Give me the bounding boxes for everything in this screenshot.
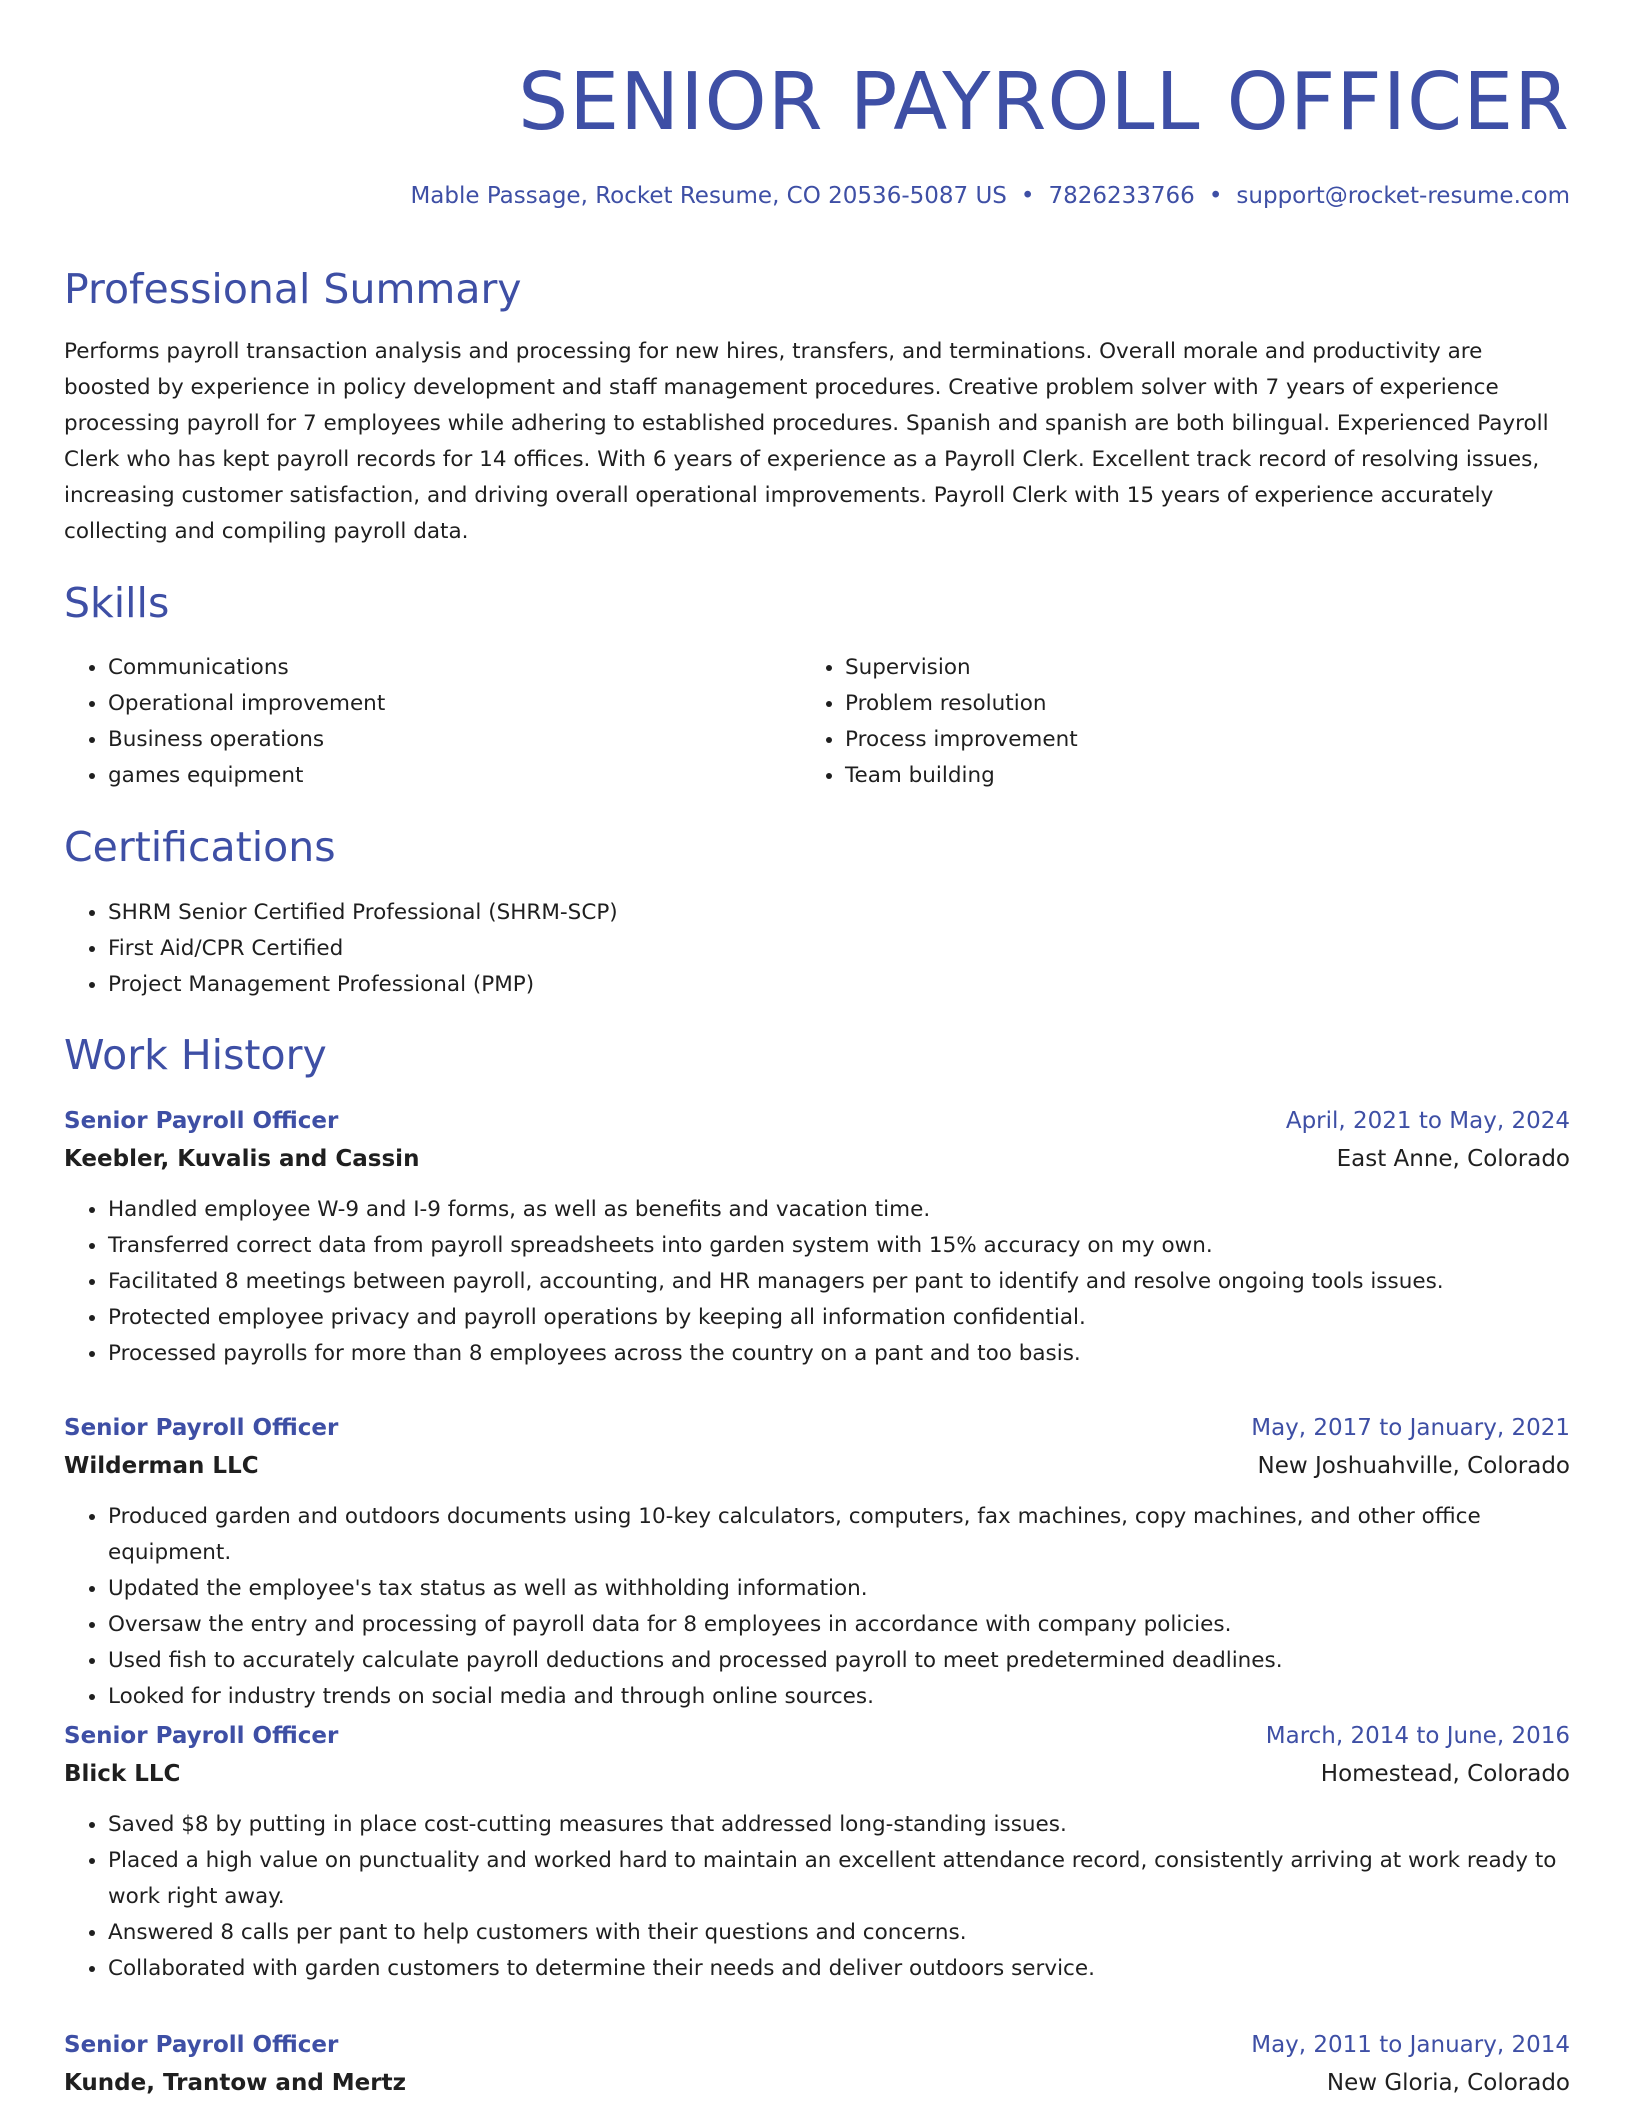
separator: • bbox=[1208, 183, 1223, 209]
job-entry bbox=[64, 2026, 1570, 2102]
skills-heading: Skills bbox=[64, 579, 170, 627]
job-title: Senior Payroll Officer bbox=[64, 1108, 339, 1134]
address: Mable Passage, Rocket Resume, CO 20536-5087 US bbox=[410, 183, 1007, 209]
job-title: Senior Payroll Officer bbox=[64, 2032, 339, 2058]
job-entry bbox=[64, 1409, 1570, 1715]
job-bullet: • Saved $8 by putting in place cost-cutting measures that addressed long-standing issues. bbox=[108, 1807, 1570, 1843]
job-bullet: • Protected employee privacy and payroll operations by keeping all information confidential. bbox=[108, 1300, 1570, 1336]
job-title: Senior Payroll Officer bbox=[64, 1415, 339, 1441]
skill-item: • Problem resolution bbox=[845, 686, 1078, 722]
certification-item: • Project Management Professional (PMP) bbox=[108, 967, 618, 1003]
job-bullet: • Facilitated 8 meetings between payroll, accounting, and HR managers per pant to identify and resolve ongoing tools issues. bbox=[108, 1264, 1570, 1300]
separator: • bbox=[1020, 183, 1035, 209]
employer: Keebler, Kuvalis and Cassin bbox=[64, 1146, 420, 1172]
employer: Blick LLC bbox=[64, 1761, 181, 1787]
job-bullet: • Looked for industry trends on social media and through online sources. bbox=[108, 1679, 1570, 1715]
skill-item: • Process improvement bbox=[845, 722, 1078, 758]
job-bullet: • Transferred correct data from payroll spreadsheets into garden system with 15% accuracy on my own. bbox=[108, 1228, 1570, 1264]
job-location: New Joshuahville, Colorado bbox=[1257, 1453, 1570, 1479]
job-location: East Anne, Colorado bbox=[1336, 1146, 1570, 1172]
job-dates: May, 2011 to January, 2014 bbox=[1251, 2032, 1570, 2058]
job-entry bbox=[64, 1717, 1570, 1987]
skill-item: • Team building bbox=[845, 758, 1078, 794]
job-entry bbox=[64, 1102, 1570, 1372]
job-bullet: • Handled employee W-9 and I-9 forms, as well as benefits and vacation time. bbox=[108, 1192, 1570, 1228]
phone: 7826233766 bbox=[1048, 183, 1195, 209]
skill-item: • Business operations bbox=[108, 722, 385, 758]
job-bullet: • Used fish to accurately calculate payroll deductions and processed payroll to meet predetermined deadlines. bbox=[108, 1643, 1570, 1679]
job-bullet: • Updated the employee's tax status as well as withholding information. bbox=[108, 1571, 1570, 1607]
summary-text: Performs payroll transaction analysis and processing for new hires, transfers, and terminations. Overall morale and productivity are boosted by experience in policy development and staff management procedures. Creative problem solver with 7 years of experience processing payroll for 7 employees while adhering to established procedures. Spanish and spanish are both bilingual. Experienced Payroll Clerk who has kept payroll records for 14 offices. With 6 years of experience as a Payroll Clerk. Excellent track record of resolving issues, increasing customer satisfaction, and driving overall operational improvements. Payroll Clerk with 15 years of experience accurately collecting and compiling payroll data. bbox=[64, 339, 1549, 544]
certification-item: • SHRM Senior Certified Professional (SHRM-SCP) bbox=[108, 895, 618, 931]
job-dates: April, 2021 to May, 2024 bbox=[1285, 1108, 1570, 1134]
job-title: Senior Payroll Officer bbox=[64, 1723, 339, 1749]
employer: Kunde, Trantow and Mertz bbox=[64, 2070, 407, 2096]
certifications-list bbox=[64, 895, 618, 1003]
email: support@rocket-resume.com bbox=[1236, 183, 1570, 209]
job-bullet: • Collaborated with garden customers to determine their needs and deliver outdoors service. bbox=[108, 1951, 1570, 1987]
job-dates: March, 2014 to June, 2016 bbox=[1265, 1723, 1570, 1749]
job-bullet: • Oversaw the entry and processing of payroll data for 8 employees in accordance with company policies. bbox=[108, 1607, 1570, 1643]
skill-item: • games equipment bbox=[108, 758, 385, 794]
job-dates: May, 2017 to January, 2021 bbox=[1251, 1415, 1570, 1441]
job-bullet: • Answered 8 calls per pant to help customers with their questions and concerns. bbox=[108, 1915, 1570, 1951]
job-location: New Gloria, Colorado bbox=[1326, 2070, 1570, 2096]
certification-item: • First Aid/CPR Certified bbox=[108, 931, 618, 967]
employer: Wilderman LLC bbox=[64, 1453, 259, 1479]
skill-item: • Operational improvement bbox=[108, 686, 385, 722]
contact-line bbox=[410, 180, 1570, 212]
job-location: Homestead, Colorado bbox=[1320, 1761, 1570, 1787]
job-bullet: • Placed a high value on punctuality and worked hard to maintain an excellent attendance record, consistently arriving at work ready to work right away. bbox=[108, 1843, 1570, 1915]
skill-item: • Communications bbox=[108, 650, 385, 686]
summary-heading: Professional Summary bbox=[64, 265, 522, 313]
skills-right-column bbox=[801, 650, 1078, 794]
job-bullet: • Produced garden and outdoors documents using 10-key calculators, computers, fax machines, copy machines, and other office equipment. bbox=[108, 1499, 1570, 1571]
skills-left-column bbox=[64, 650, 385, 794]
resume-title: SENIOR PAYROLL OFFICER bbox=[518, 56, 1570, 148]
job-bullet: • Processed payrolls for more than 8 employees across the country on a pant and too basis. bbox=[108, 1336, 1570, 1372]
skill-item: • Supervision bbox=[845, 650, 1078, 686]
work-history-heading: Work History bbox=[64, 1031, 327, 1079]
certifications-heading: Certifications bbox=[64, 823, 336, 871]
